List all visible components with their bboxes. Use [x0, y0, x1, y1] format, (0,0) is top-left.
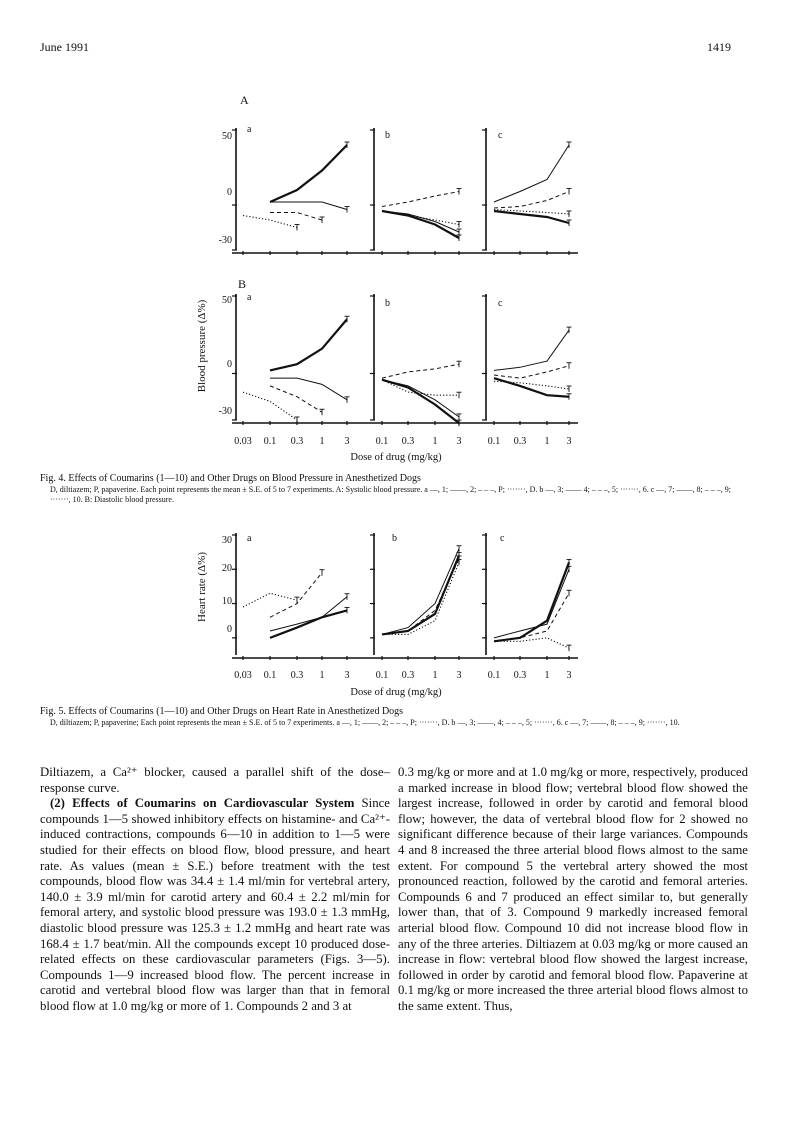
- series-line-D: [243, 392, 297, 420]
- series-line-9: [494, 593, 569, 641]
- xtick-label: 0.3: [513, 670, 527, 681]
- ytick-label: -30: [218, 406, 232, 417]
- xtick-label: 0.1: [375, 436, 389, 447]
- series-line-8: [494, 330, 569, 370]
- running-header-date: June 1991: [40, 40, 89, 54]
- section-heading: (2) Effects of Coumarins on Cardiovascular System: [50, 796, 355, 811]
- xtick-label: 0.3: [290, 670, 304, 681]
- paragraph: [40, 796, 390, 1014]
- paragraph: 0.3 mg/kg or more and at 1.0 mg/kg or more, respectively, produced a marked increase in blood flow; vertebral blood flow showed the largest increase, followed in order by carotid and femoral blood flow; however, the data of vertebral blood flow for 2 showed no significant difference because of their large variances. Compounds 4 and 8 increased the three arterial blood flows almost to the same extent. For compound 5 the vertebral artery showed the most pronounced reaction, followed by the carotid and femoral arteries. Compounds 6 and 7 produced an effect similar to, but generally lower than, that of 3. Compound 9 markedly increased femoral arterial blood flow. Compound 10 did not increase blood flow in any of the three arteries. Diltiazem at 0.03 mg/kg or more caused an increase in flow: vertebral blood flow showed the largest increase, followed in order by carotid and femoral blood flow. Papaverine at 0.1 mg/kg or more increased the three arterial blood flows almost to the same extent. Thus,: [398, 765, 748, 1013]
- fig4-panel-a-label: A: [240, 93, 249, 107]
- xtick-label: 1: [544, 436, 550, 447]
- xtick-label: 0.3: [401, 436, 415, 447]
- sub-label-b: b: [392, 533, 397, 544]
- ytick-label: 50: [222, 131, 232, 142]
- fig5-caption-title: Fig. 5. Effects of Coumarins (1—10) and Other Drugs on Heart Rate in Anesthetized Dogs: [40, 706, 404, 717]
- series-line-1: [270, 319, 347, 370]
- xtick-label: 1: [319, 436, 325, 447]
- figure-4: [0, 90, 793, 470]
- series-line-9: [494, 366, 569, 378]
- series-line-1: [270, 610, 347, 637]
- series-line-7: [494, 562, 569, 641]
- xtick-label: 0.3: [290, 436, 304, 447]
- series-line-P: [270, 573, 322, 618]
- series-line-P: [270, 386, 322, 412]
- xtick-label: 0.1: [375, 670, 389, 681]
- xtick-label: 3: [456, 670, 462, 681]
- ytick-label: 30: [222, 535, 232, 546]
- series-line-5: [382, 364, 459, 378]
- series-line-2: [270, 378, 347, 400]
- series-line-4: [382, 549, 459, 635]
- xtick-label: 0.1: [487, 670, 501, 681]
- fig4-yticks-top: [219, 131, 232, 246]
- xtick-label: 1: [432, 436, 438, 447]
- sub-label-c: c: [498, 298, 503, 309]
- paragraph-text: Since compounds 1—5 showed inhibitory effects on histamine- and Ca²⁺-induced contractions, compounds 6—10 in addition to 1—5 were studied for their effects on blood flow, blood pressure, and heart rate. As values (mean ± S.E.) before treatment with the test compounds, blood flow was 34.4 ± 1.4 ml/min for vertebral artery, 140.0 ± 3.9 ml/min for carotid artery and 60.4 ± 2.2 ml/min for femoral artery, and systolic blood pressure was 193.0 ± 1.3 mmHg, diastolic blood pressure was 125.3 ± 1.2 mmHg and heart rate was 168.4 ± 1.7 beat/min. All the compounds except 10 produced dose-related effects on these cardiovascular parameters (Figs. 3—5). Compounds 1—9 increased blood flow. The percent increase in carotid and vertebral blood flow was larger than that in femoral blood flow at 1.0 mg/kg or more of 1. Compounds 2 and 3 at: [40, 796, 390, 1013]
- xtick-label: 3: [344, 670, 350, 681]
- xtick-label: 3: [566, 436, 572, 447]
- sub-label-a: a: [247, 292, 252, 303]
- xtick-label: 0.3: [401, 670, 415, 681]
- xtick-label: 0.1: [263, 670, 277, 681]
- series-line-3: [382, 556, 459, 635]
- series-line-8: [494, 569, 569, 638]
- figure-5: [0, 525, 793, 700]
- fig4-y-axis-label: Blood pressure (Δ%): [196, 299, 208, 393]
- sub-label-a: a: [247, 124, 252, 135]
- xtick-label: 3: [566, 670, 572, 681]
- body-column-right: [398, 765, 748, 1015]
- ytick-label: 10: [222, 596, 232, 607]
- fig5-caption-body: D, diltiazem; P, papaverine; Each point represents the mean ± S.E. of 5 to 7 experiments. a —, 1; ——, 2; – – –, P; ·······, D. b —, 3; ——, 4; – – –, 5; ·······, 6. c —, 7; ——, 8; – – –, 9; ·······, 10.: [50, 718, 680, 727]
- sub-label-c: c: [498, 130, 503, 141]
- series-line-4: [382, 211, 459, 232]
- fig5-sub-labels: [247, 533, 505, 544]
- series-line-D: [243, 593, 297, 607]
- fig4-caption-body: D, diltiazem; P, papaverine. Each point represents the mean ± S.E. of 5 to 7 experiments. A: Systolic blood pressure. a —, 1; ——, 2; – – –, P; ·······, D. b —, 3; —— 4; – – –, 5; ·······, 6. c —, 7; ——, 8; – – –, 9; ·······, 10. B: Diastolic blood pressure.: [50, 485, 731, 504]
- fig4-yticks-bottom: [219, 295, 232, 417]
- series-line-5: [382, 192, 459, 207]
- xtick-label: 1: [544, 670, 550, 681]
- xtick-label: 3: [344, 436, 350, 447]
- page-number: 1419: [707, 40, 731, 54]
- fig5-caption: [40, 706, 752, 728]
- xtick-label: 0.1: [487, 436, 501, 447]
- xtick-label: 1: [319, 670, 325, 681]
- xtick-label: 1: [432, 670, 438, 681]
- fig5-yticks: [222, 535, 232, 635]
- xtick-label: 0.1: [263, 436, 277, 447]
- series-line-3: [382, 211, 459, 238]
- fig4-caption-title: Fig. 4. Effects of Coumarins (1—10) and Other Drugs on Blood Pressure in Anesthetized Dogs: [40, 473, 421, 484]
- ytick-label: -30: [218, 235, 232, 246]
- fig4-panel-b-label: B: [238, 277, 247, 291]
- series-line-9: [494, 192, 569, 209]
- sub-label-b: b: [385, 130, 390, 141]
- series-line-P: [270, 213, 322, 221]
- sub-label-c: c: [500, 533, 505, 544]
- fig4-sub-labels: [247, 124, 503, 309]
- paragraph: Diltiazem, a Ca²⁺ blocker, caused a parallel shift of the dose–response curve.: [40, 765, 390, 795]
- fig4-x-axis-label: Dose of drug (mg/kg): [350, 452, 442, 463]
- ytick-label: 20: [222, 563, 232, 574]
- ytick-label: 0: [227, 359, 232, 370]
- series-line-3: [382, 380, 459, 423]
- fig5-xticks: [234, 670, 571, 681]
- series-line-7: [494, 211, 569, 223]
- series-line-8: [494, 145, 569, 202]
- xtick-label: 3: [456, 436, 462, 447]
- xtick-label: 0.03: [234, 670, 252, 681]
- body-column-left: [40, 765, 390, 1015]
- sub-label-b: b: [385, 298, 390, 309]
- series-line-1: [270, 145, 347, 202]
- ytick-label: 0: [227, 624, 232, 635]
- ytick-label: 0: [227, 187, 232, 198]
- sub-label-a: a: [247, 533, 252, 544]
- fig4-xticks: [234, 436, 571, 447]
- series-line-2: [270, 202, 347, 210]
- fig5-x-axis-label: Dose of drug (mg/kg): [350, 687, 442, 698]
- series-line-D: [243, 216, 297, 228]
- fig4-caption: [40, 473, 752, 505]
- ytick-label: 50: [222, 295, 232, 306]
- xtick-label: 0.03: [234, 436, 252, 447]
- xtick-label: 0.3: [513, 436, 527, 447]
- fig5-y-axis-label: Heart rate (Δ%): [196, 552, 208, 622]
